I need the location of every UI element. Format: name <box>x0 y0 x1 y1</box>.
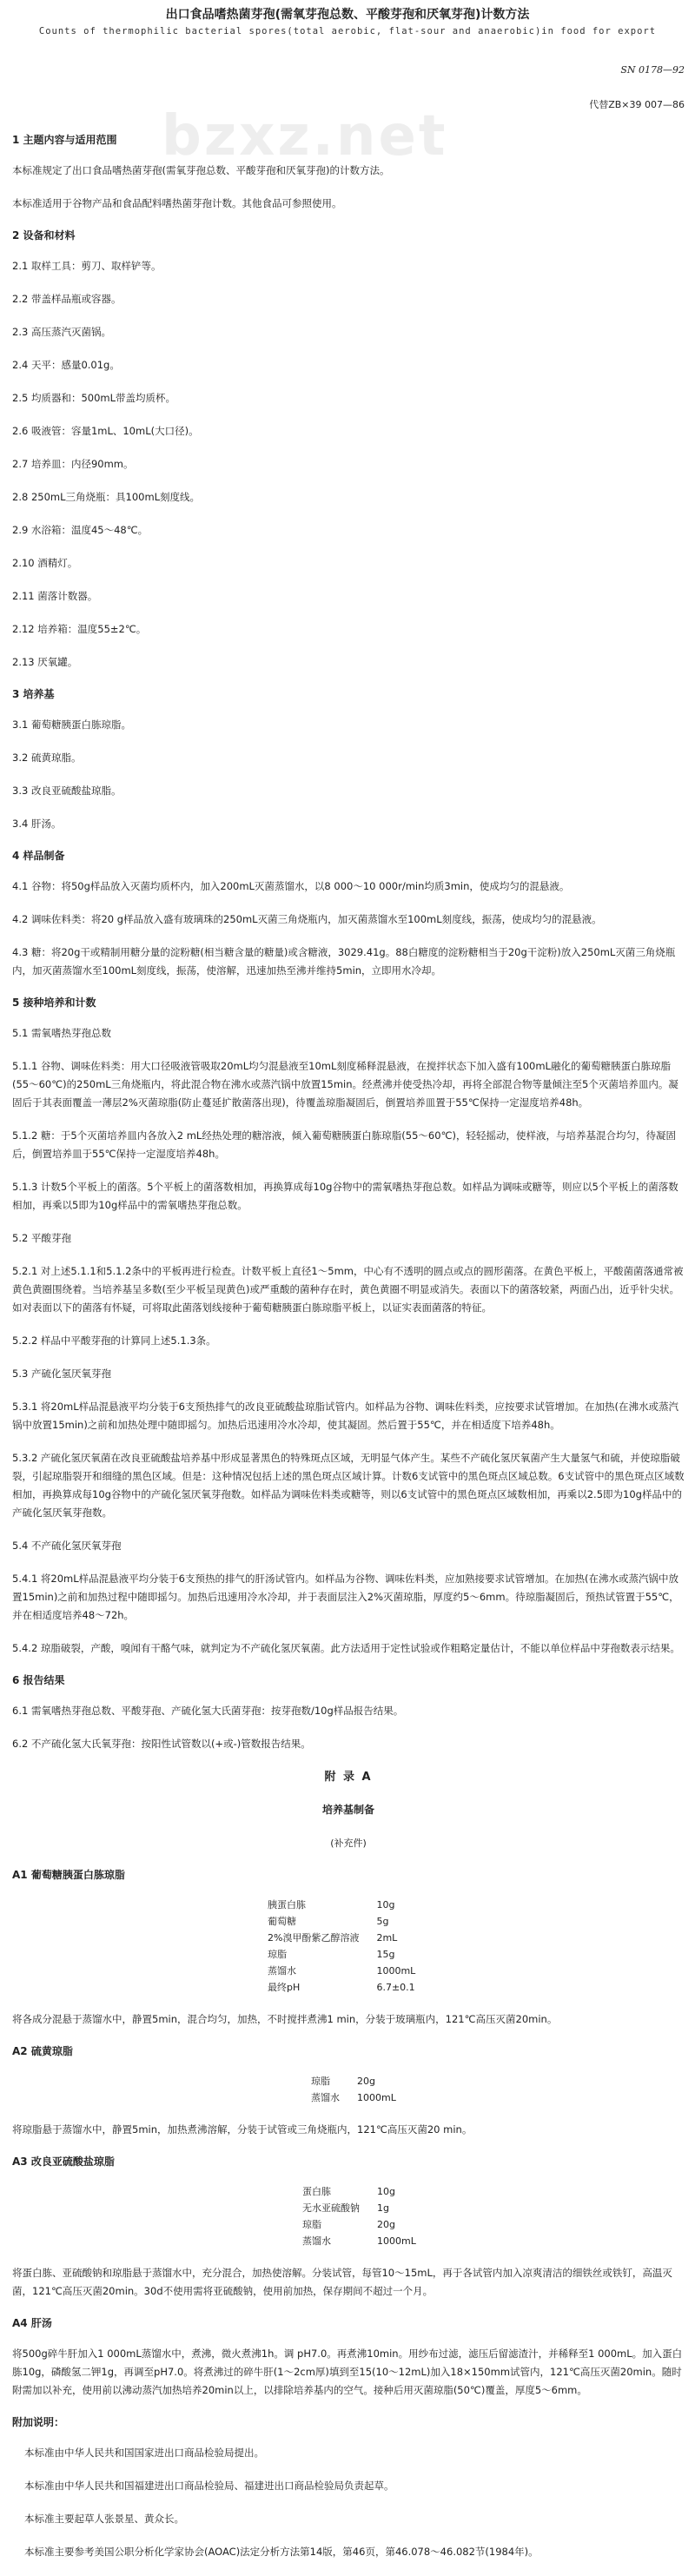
section-heading-2: 2 设备和材料 <box>12 229 76 242</box>
appendix-section-a2: A2 硫黄琼脂 <box>12 2045 73 2057</box>
appendix-title: 附 录 A <box>324 1771 373 1784</box>
list-item: 2.1 取样工具：剪刀、取样铲等。 <box>12 260 162 272</box>
recipe-row: 琼脂 20g <box>311 2076 375 2087</box>
list-item: 2.6 吸液管：容量1mL、10mL(大口径)。 <box>12 425 199 437</box>
note-item: 本标准主要起草人张景星、黄众长。 <box>24 2513 184 2525</box>
paragraph: 6.2 不产硫化氢大氏氧芽孢：按阳性试管数以(+或-)管数报告结果。 <box>12 1738 311 1750</box>
paragraph: 5.1.1 谷物、调味佐料类：用大口径吸液管吸取20mL均匀混悬液至10mL刻度稀释混悬液，在搅拌状态下加入盛有100mL融化的葡萄糖胰蛋白胨琼脂(55～60℃)的250mL三角烧瓶内，将此混合物在沸水或蒸汽锅中放置15min。经煮沸并使受热冷却，再将全部混合物等量倾注至5个灭菌培养皿内。凝固后于其表面覆盖一薄层2%灭菌琼脂(防止蔓延扩散菌落出现)，待覆盖琼脂凝固后，倒置培养皿置于55℃保持一定湿度培养48h。 <box>12 1060 678 1109</box>
subsection-heading: 5.1 需氧嗜热芽孢总数 <box>12 1027 111 1039</box>
paragraph: 5.3.2 产硫化氢厌氧菌在改良亚硫酸盐培养基中形成显著黑色的特殊斑点区域，无明显气体产生。某些不产硫化氢厌氧菌产生大量氢气和硫，并使琼脂破裂，引起琼脂裂开和细缝的黑色区域。但是：这种情况包括上述的黑色斑点区域计算。计数6支试管中的黑色斑点区域总数。6支试管中的黑色斑点区域数相加，再换算成每10g谷物中的产硫化氢厌氧芽孢数。如样品为调味佐料类或糖等，则以6支试管中的黑色斑点区域数相加，再乘以2.5即为10g样品中的产硫化氢厌氧芽孢数。 <box>12 1452 685 1519</box>
replaces-standard: 代替ZB×39 007—86 <box>589 99 685 110</box>
paragraph: 将500g碎牛肝加入1 000mL蒸馏水中，煮沸，微火煮沸1h。调 pH7.0。再煮沸10min。用纱布过滤，滤压后留滤渣汁，并稀释至1 000mL。加入蛋白胨10g，磷酸氢二钾1g，再调至pH7.0。将煮沸过的碎牛肝(1～2cm厚)填到至15(10～12mL)加入18×150mm试管内，121℃高压灭菌20min。随时附需加以补充，使用前以沸动蒸汽加热培养20min以上，以排除培养基内的空气。接种后用灭菌琼脂(50℃)覆盖，厚度5～6mm。 <box>12 2348 683 2396</box>
paragraph: 5.1.2 糖：于5个灭菌培养皿内各放入2 mL经热处理的糖溶液，倾入葡萄糖胰蛋白胨琼脂(55～60℃)，轻轻摇动，使样液，与培养基混合均匀，待凝固后，倒置培养皿于55℃保持一定湿度培养48h。 <box>12 1129 676 1160</box>
additional-notes-heading: 附加说明： <box>12 2416 65 2428</box>
paragraph: 4.1 谷物：将50g样品放入灭菌均质杯内，加入200mL灭菌蒸馏水，以8 000～10 000r/min均质3min，使成均匀的混悬液。 <box>12 880 570 892</box>
paragraph: 将琼脂悬于蒸馏水中，静置5min，加热煮沸溶解，分装于试管或三角烧瓶内，121℃高压灭菌20 min。 <box>12 2123 473 2136</box>
watermark-logo: bzxz.net <box>162 104 448 169</box>
note-item: 本标准由中华人民共和国福建进出口商品检验局、福建进出口商品检验局负责起草。 <box>24 2480 394 2492</box>
recipe-table <box>264 1897 419 1996</box>
recipe-table <box>299 2183 420 2249</box>
list-item: 2.3 高压蒸汽灭菌锅。 <box>12 326 111 338</box>
paragraph: 6.1 需氧嗜热芽孢总数、平酸芽孢、产硫化氢大氏菌芽孢：按芽孢数/10g样品报告结果。 <box>12 1705 404 1717</box>
document-body <box>12 132 685 2576</box>
paragraph: 5.1.3 计数5个平板上的菌落。5个平板上的菌落数相加，再换算成每10g谷物中的需氧嗜热芽孢总数。如样品为调味或糖等，则应以5个平板上的菌落数相加，再乘以5即为10g样品中的需氧嗜热芽孢总数。 <box>12 1181 678 1211</box>
section-heading-4: 4 样品制备 <box>12 850 65 862</box>
list-item: 2.11 菌落计数器。 <box>12 590 98 602</box>
section-heading-5: 5 接种培养和计数 <box>12 997 96 1009</box>
subsection-heading: 5.4 不产硫化氢厌氧芽孢 <box>12 1540 122 1552</box>
list-item: 2.5 均质器和：500mL带盖均质杯。 <box>12 392 176 404</box>
list-item: 2.13 厌氧罐。 <box>12 656 78 668</box>
paragraph: 本标准规定了出口食品嗜热菌芽孢(需氧芽孢总数、平酸芽孢和厌氧芽孢)的计数方法。 <box>12 164 390 176</box>
recipe-row: 最终pH 6.7±0.1 <box>268 1982 415 1993</box>
recipe-row: 琼脂 15g <box>268 1949 395 1960</box>
document-title-english: Counts of thermophilic bacterial spores(total aerobic, flat-sour and anaerobic)in food for export <box>38 26 657 36</box>
subsection-heading: 5.3 产硫化氢厌氧芽孢 <box>12 1367 111 1380</box>
appendix-section-a3: A3 改良亚硫酸盐琼脂 <box>12 2155 115 2168</box>
paragraph: 4.2 调味佐料类：将20 g样品放入盛有玻璃珠的250mL灭菌三角烧瓶内，加灭菌蒸馏水至100mL刻度线，振荡，使成均匀的混悬液。 <box>12 913 602 925</box>
appendix-subtitle: 培养基制备 <box>321 1804 374 1816</box>
list-item: 3.1 葡萄糖胰蛋白胨琼脂。 <box>12 718 131 731</box>
section-heading-3: 3 培养基 <box>12 688 55 700</box>
recipe-row: 蒸馏水 1000mL <box>311 2092 396 2103</box>
list-item: 2.4 天平：感量0.01g。 <box>12 359 120 371</box>
paragraph: 5.4.2 琼脂破裂，产酸，嗅闻有干酪气味，就判定为不产硫化氢厌氧菌。此方法适用于定性试验或作粗略定量估计，不能以单位样品中芽孢数表示结果。 <box>12 1642 680 1654</box>
paragraph: 将各成分混悬于蒸馏水中，静置5min，混合均匀，加热，不时搅拌煮沸1 min，分装于玻璃瓶内，121℃高压灭菌20min。 <box>12 2013 558 2025</box>
recipe-row: 胰蛋白胨 10g <box>268 1899 395 1910</box>
list-item: 3.3 改良亚硫酸盐琼脂。 <box>12 785 122 797</box>
appendix-section-a1: A1 葡萄糖胰蛋白胨琼脂 <box>12 1869 125 1881</box>
note-item: 本标准主要参考美国公职分析化学家协会(AOAC)法定分析方法第14版，第46页，第46.078～46.082节(1984年)。 <box>24 2546 539 2558</box>
list-item: 2.7 培养皿：内径90mm。 <box>12 458 134 470</box>
recipe-row: 蒸馏水 1000mL <box>268 1965 416 1977</box>
list-item: 2.9 水浴箱：温度45～48℃。 <box>12 524 149 536</box>
note-item: 本标准由中华人民共和国国家进出口商品检验局提出。 <box>24 2447 264 2459</box>
recipe-row: 葡萄糖 5g <box>268 1916 389 1927</box>
appendix-note: (补充件) <box>330 1838 367 1849</box>
recipe-table <box>308 2073 400 2106</box>
subsection-heading: 5.2 平酸芽孢 <box>12 1232 71 1244</box>
list-item: 2.2 带盖样品瓶或容器。 <box>12 293 122 305</box>
list-item: 3.4 肝汤。 <box>12 818 62 830</box>
recipe-row: 2%溴甲酚紫乙醇溶液 2mL <box>268 1932 398 1944</box>
standard-number: SN 0178—92 <box>620 64 685 76</box>
recipe-row: 无水亚硫酸钠 1g <box>302 2202 389 2214</box>
paragraph: 4.3 糖：将20g干或精制用糖分量的淀粉糖(相当糖含量的糖量)或含糖液，3029.41g。88白糖度的淀粉糖相当于20g干淀粉)放入250mL灭菌三角烧瓶内，加灭菌蒸馏水至100mL刻度线，振荡，使溶解，迅速加热至沸并维持5min，立即用水冷却。 <box>12 946 676 977</box>
list-item: 3.2 硫黄琼脂。 <box>12 752 82 764</box>
section-heading-1: 1 主题内容与适用范围 <box>12 134 117 146</box>
list-item: 2.8 250mL三角烧瓶：具100mL刻度线。 <box>12 491 201 503</box>
paragraph: 5.3.1 将20mL样品混悬液平均分装于6支预热排气的改良亚硫酸盐琼脂试管内。如样品为谷物、调味佐料类，应按要求试管增加。在加热(在沸水或蒸汽锅中放置15min)之前和加热处理中随即摇匀。加热后迅速用冷水冷却，使其凝固。然后置于55℃，并在相适度下培养48h。 <box>12 1401 678 1431</box>
paragraph: 本标准适用于谷物产品和食品配料嗜热菌芽孢计数。其他食品可参照使用。 <box>12 197 342 209</box>
document-title: 出口食品嗜热菌芽孢(需氧芽孢总数、平酸芽孢和厌氧芽孢)计数方法 <box>165 8 530 22</box>
section-heading-6: 6 报告结果 <box>12 1674 65 1686</box>
paragraph: 5.2.2 样品中平酸芽孢的计算同上述5.1.3条。 <box>12 1334 216 1347</box>
paragraph: 将蛋白胨、亚硫酸钠和琼脂悬于蒸馏水中，充分混合，加热使溶解。分装试管，每管10～15mL，再于各试管内加入凉爽清洁的细铁丝或铁钉，高温灭菌，121℃高压灭菌20min。30d不使用需将亚硫酸钠，使用前加热，保存期间不超过一个月。 <box>12 2267 672 2297</box>
recipe-row: 琼脂 20g <box>302 2219 395 2230</box>
list-item: 2.10 酒精灯。 <box>12 557 78 569</box>
recipe-row: 蒸馏水 1000mL <box>302 2235 416 2247</box>
recipe-row: 蛋白胨 10g <box>302 2186 395 2197</box>
appendix-section-a4: A4 肝汤 <box>12 2317 52 2329</box>
list-item: 2.12 培养箱：温度55±2℃。 <box>12 623 147 635</box>
paragraph: 5.4.1 将20mL样品混悬液平均分装于6支预热的排气的肝汤试管内。如样品为谷物、调味佐料类，应加熟接要求试管增加。在加热(在沸水或蒸汽锅中放置15min)之前和加热过程中随即摇匀。加热后迅速用冷水冷却，并于表面层注入2%灭菌琼脂，厚度约5～6mm。待琼脂凝固后，预热试管置于55℃，并在相适度培养48～72h。 <box>12 1573 679 1621</box>
paragraph: 5.2.1 对上述5.1.1和5.1.2条中的平板再进行检查。计数平板上直径1～5mm，中心有不透明的圆点或点的圆形菌落。在黄色平板上，平酸菌菌落通常被黄色黄圈围绕着。当培养基呈多数(至少平板呈现黄色)或严重酸的菌种存在时，黄色黄圈不明显或消失。表面以下的菌落较紧，两面凸出，近乎针尖状。如对表面以下的菌落有怀疑，可将取此菌落划线接种于葡萄糖胰蛋白胨琼脂平板上，以证实表面菌落的特征。 <box>12 1265 684 1314</box>
